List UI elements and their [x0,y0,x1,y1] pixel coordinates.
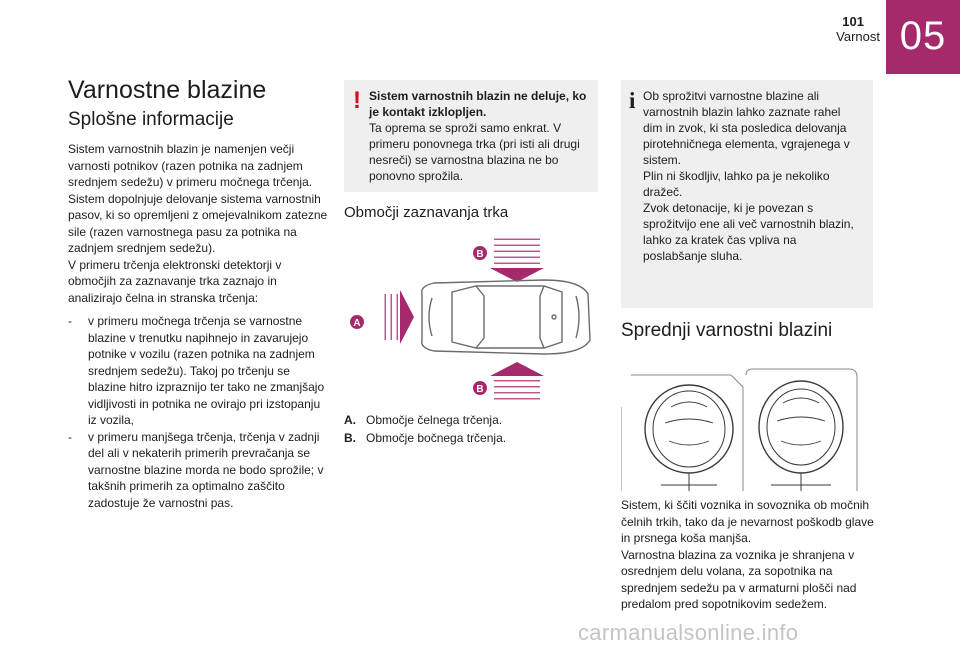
warning-bold-text: Sistem varnostnih blazin ne deluje, ko je kontakt izklopljen. [369,89,587,119]
legend-item [344,430,598,446]
car-outline [422,280,590,354]
airbag-diagram-svg [621,367,873,491]
front-airbags-illustration [621,367,873,491]
car-diagram-svg [344,236,604,406]
warning-text: Ta oprema se sproži samo enkrat. V primeru ponovnega trka (pri isti ali drugi nesreči) se varnostna blazina ne bo ponovno sprožila. [369,121,580,183]
legend-label: Območje bočnega trčenja. [366,431,507,445]
bullet-list [68,313,328,511]
legend-label: Območje čelnega trčenja. [366,413,503,427]
zone-b-badge-top [473,246,487,260]
driver-airbag [645,385,733,491]
front-airbags-text [621,497,881,613]
chapter-tab [886,0,960,74]
info-icon: i [629,88,636,113]
paragraph: Sistem varnostnih blazin je namenjen večji varnosti potnikov (razen potnika na zadnjem srednjem sedežu) v primeru močnega trčenja. [68,142,313,189]
front-airbags-title: Sprednji varnostni blazini [621,320,833,341]
section-name: Varnost [836,29,880,44]
chapter-number: 05 [899,14,947,58]
exclamation-icon: ! [353,87,361,114]
car-top-view-illustration [344,236,604,406]
info-paragraph: Ob sprožitvi varnostne blazine ali varnostnih blazin lahko zaznate rahel dim in zvok, ki sta posledica delovanja pirotehničnega elementa, vgrajenega v sistem. [643,89,850,167]
watermark: carmanualsonline.info [578,620,799,645]
side-impact-arrow-top [490,238,544,282]
section-title: Splošne informacije [68,109,234,130]
paragraph: V primeru trčenja elektronski detektorji v območjih za zaznavanje trka zaznajo in analizirajo čelna in stranska trčenja: [68,257,282,305]
list-item-text: v primeru močnega trčenja se varnostne blazine v trenutku napihnejo in zavarujejo potnike v vozilu (razen potnika na zadnjem srednjem sedežu). Takoj po trčenju se blazine hitro izpraznijo ter tako ne zmanjšajo vidljivosti in potnika ne ovirajo pri izstopanju iz vozila, [88,314,325,427]
warning-box [344,80,598,192]
list-item [68,313,328,429]
legend-key: B. [344,431,356,445]
info-box [621,80,873,308]
passenger-airbag [759,381,843,491]
zones-title: Območji zaznavanja trka [344,204,509,221]
zone-a-badge [350,315,364,329]
page-title: Varnostne blazine [68,76,267,104]
zones-legend [344,412,598,448]
bullet-dash: - [68,314,72,328]
paragraph: Sistem, ki ščiti voznika in sovoznika ob močnih čelnih trkih, tako da je nevarnost poškodb glave in prsnega koša manjša. [621,498,874,545]
bullet-dash: - [68,429,72,444]
page-number: 101 [842,14,864,29]
legend-item [344,412,598,428]
legend-key: A. [344,413,356,427]
badge-label: B [476,384,484,395]
general-info-column [68,70,328,511]
zone-b-badge-bottom [473,381,487,395]
list-item [68,429,328,512]
badge-label: B [476,249,484,260]
paragraph: Varnostna blazina za voznika je shranjena v osrednjem delu volana, za sopotnika na sprednjem sedežu pa v armaturni plošči nad predalom pred sopotnikovim sedežem. [621,547,857,611]
info-paragraph: Zvok detonacije, ki je povezan s sprožitvijo ene ali več varnostnih blazin, lahko za kratek čas vpliva na poslabšanje sluha. [643,201,854,263]
paragraph: Sistem dopolnjuje delovanje sistema varnostnih pasov, ki so opremljeni z omejevalnikom zatezne sile (razen varnostnega pasu za potnika na zadnjem srednjem sedežu). [68,191,328,255]
side-impact-arrow-bottom [490,362,544,400]
info-paragraph: Plin ni škodljiv, lahko pa je nekoliko dražeč. [643,169,830,199]
badge-label: A [353,318,361,329]
list-item-text: v primeru manjšega trčenja, trčenja v zadnji del ali v nekaterih primerih prevračanja se varnostne blazine morda ne bodo sprožile; v takšnih primerih za optimalno zaščito zadostuje že varnostni pas. [88,429,324,510]
front-impact-arrow [384,290,414,344]
